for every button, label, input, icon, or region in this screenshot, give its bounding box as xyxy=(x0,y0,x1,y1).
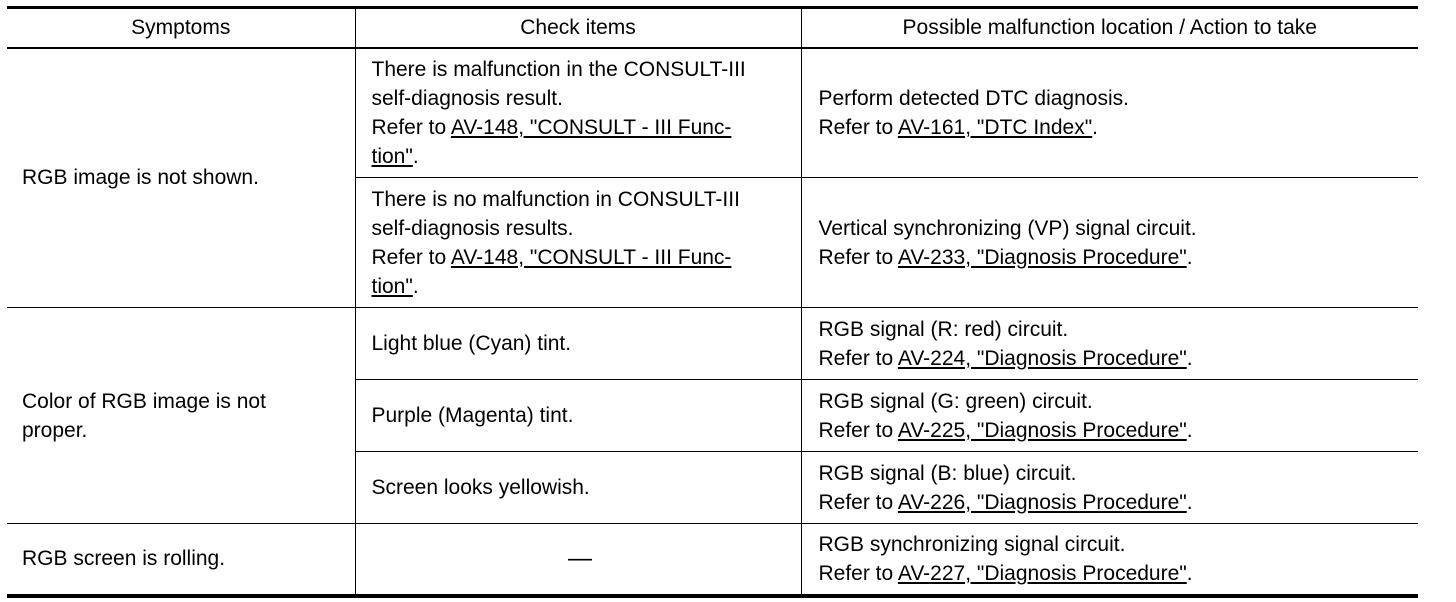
symptom-text: Color of RGB image is not xyxy=(22,389,266,413)
check-item-cell: Screen looks yellowish. xyxy=(355,452,801,524)
ref-prefix: Refer to xyxy=(818,418,898,442)
symptom-cell: RGB screen is rolling. xyxy=(7,524,355,596)
ref-suffix: . xyxy=(412,144,419,168)
ref-suffix: . xyxy=(412,274,419,298)
reference-link-av148-cont[interactable]: tion" xyxy=(371,274,413,298)
ref-suffix: . xyxy=(1092,115,1099,139)
action-reference xyxy=(819,113,1407,142)
ref-suffix: . xyxy=(1186,418,1193,442)
action-cell xyxy=(801,308,1418,380)
reference-link-av148[interactable]: AV-148, "CONSULT - III Func- xyxy=(450,115,732,139)
action-reference xyxy=(819,416,1407,445)
action-text: RGB signal (R: red) circuit. xyxy=(818,317,1069,341)
header-check-items: Check items xyxy=(355,8,801,48)
check-item-cell: Purple (Magenta) tint. xyxy=(355,380,801,452)
action-text: RGB synchronizing signal circuit. xyxy=(818,532,1126,556)
table-row xyxy=(7,524,1418,596)
check-item-cell: — xyxy=(355,524,801,596)
reference-link-av233[interactable]: AV-233, "Diagnosis Procedure" xyxy=(897,245,1187,269)
action-text: Vertical synchronizing (VP) signal circuit. xyxy=(818,216,1197,240)
ref-prefix: Refer to xyxy=(818,245,898,269)
ref-prefix: Refer to xyxy=(818,115,898,139)
action-cell xyxy=(801,524,1418,596)
action-cell xyxy=(801,48,1418,178)
header-action: Possible malfunction location / Action to take xyxy=(801,8,1418,48)
action-reference xyxy=(819,488,1407,517)
ref-prefix: Refer to xyxy=(818,346,898,370)
check-text: self-diagnosis results. xyxy=(371,216,574,240)
table-row xyxy=(7,48,1418,178)
ref-prefix: Refer to xyxy=(371,115,451,139)
ref-prefix: Refer to xyxy=(371,245,451,269)
reference-link-av227[interactable]: AV-227, "Diagnosis Procedure" xyxy=(897,561,1187,585)
reference-link-av224[interactable]: AV-224, "Diagnosis Procedure" xyxy=(897,346,1187,370)
check-reference xyxy=(372,243,789,272)
check-item-cell xyxy=(355,48,801,178)
diagnosis-table xyxy=(7,6,1418,598)
action-cell xyxy=(801,452,1418,524)
table-row xyxy=(7,308,1418,380)
symptom-cell: RGB image is not shown. xyxy=(7,48,355,308)
reference-link-av148-cont[interactable]: tion" xyxy=(371,144,413,168)
action-cell xyxy=(801,178,1418,308)
check-reference-cont xyxy=(372,142,789,171)
check-item-cell xyxy=(355,178,801,308)
reference-link-av226[interactable]: AV-226, "Diagnosis Procedure" xyxy=(897,490,1187,514)
reference-link-av161[interactable]: AV-161, "DTC Index" xyxy=(897,115,1093,139)
action-reference xyxy=(819,344,1407,373)
check-text: self-diagnosis result. xyxy=(371,86,563,110)
check-text: There is malfunction in the CONSULT-III xyxy=(371,57,746,81)
reference-link-av225[interactable]: AV-225, "Diagnosis Procedure" xyxy=(897,418,1187,442)
reference-link-av148[interactable]: AV-148, "CONSULT - III Func- xyxy=(450,245,732,269)
action-text: Perform detected DTC diagnosis. xyxy=(818,86,1129,110)
action-text: RGB signal (G: green) circuit. xyxy=(818,389,1093,413)
action-text: RGB signal (B: blue) circuit. xyxy=(818,461,1077,485)
ref-suffix: . xyxy=(1186,490,1193,514)
symptom-text: proper. xyxy=(22,418,88,442)
action-cell xyxy=(801,380,1418,452)
check-reference-cont xyxy=(372,272,789,301)
ref-prefix: Refer to xyxy=(818,561,898,585)
header-symptoms: Symptoms xyxy=(7,8,355,48)
check-reference xyxy=(372,113,789,142)
ref-prefix: Refer to xyxy=(818,490,898,514)
action-reference xyxy=(819,559,1407,588)
ref-suffix: . xyxy=(1186,346,1193,370)
header-row xyxy=(7,8,1418,48)
symptom-cell xyxy=(7,308,355,524)
ref-suffix: . xyxy=(1186,245,1193,269)
action-reference xyxy=(819,243,1407,272)
check-item-cell: Light blue (Cyan) tint. xyxy=(355,308,801,380)
ref-suffix: . xyxy=(1186,561,1193,585)
check-text: There is no malfunction in CONSULT-III xyxy=(371,187,740,211)
